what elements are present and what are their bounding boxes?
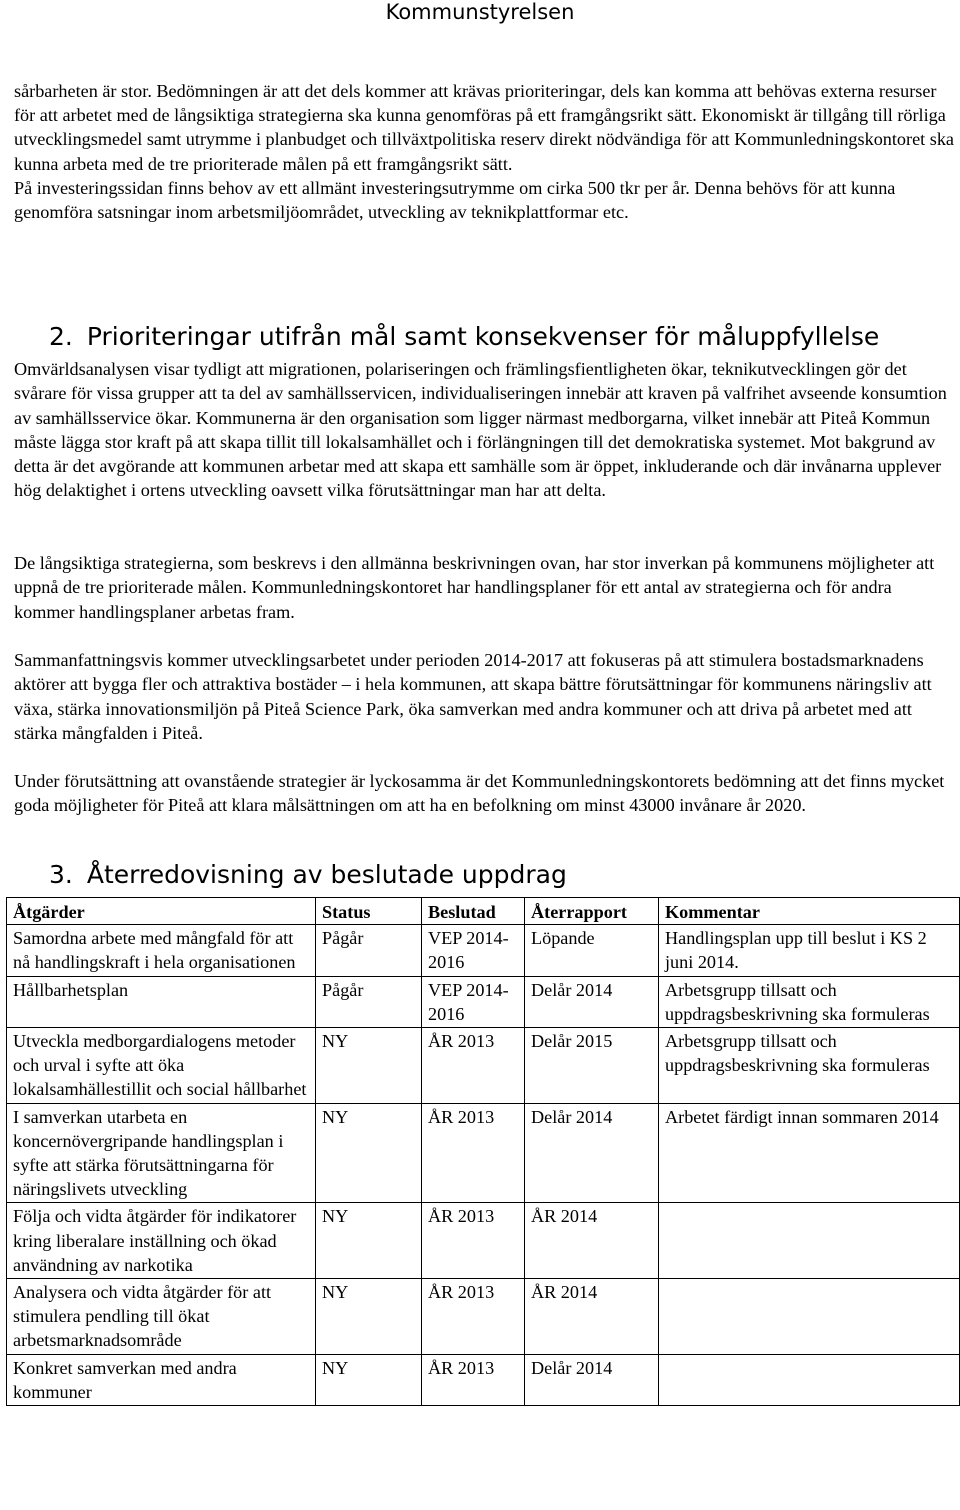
paragraph: Under förutsättning att ovanstående strategier är lyckosamma är det Kommunledningskontorets bedömning att det finns mycket goda möjligheter för Piteå att klara målsättningen om att ha en befolkning om minst 43000 invånare år 2020. [14, 771, 945, 816]
table-row [7, 1279, 960, 1355]
table-cell: ÅR 2013 [422, 1103, 525, 1203]
table-cell: Handlingsplan upp till beslut i KS 2 juni 2014. [659, 925, 960, 976]
column-header: Status [316, 898, 422, 925]
table-row [7, 1028, 960, 1104]
table-row [7, 1354, 960, 1405]
table-row [7, 1203, 960, 1279]
table-cell: Delår 2014 [525, 1354, 659, 1405]
table-cell: Hållbarhetsplan [7, 976, 316, 1027]
paragraph: Omvärldsanalysen visar tydligt att migrationen, polariseringen och främlingsfientligheten ökar, teknikutvecklingen gör det svårare för vissa grupper att ta del av samhällsservicen, individualiseringen innebär att kraven på valfrihet avseende konsumtion av samhällsservice ökar. Kommunerna är den organisation som ligger närmast medborgarna, vilket innebär att Piteå Kommun måste lägga stor kraft på att skapa tillit till lokalsamhället och i förlängningen till det demokratiska systemet. Mot bakgrund av detta är det avgörande att kommunen arbetar med att skapa ett samhälle som är öppet, inkluderande och där invånarna upplever hög delaktighet i ortens utveckling oavsett vilka förutsättningar man har att delta. [14, 359, 947, 501]
table-cell: NY [316, 1279, 422, 1355]
paragraph: De långsiktiga strategierna, som beskrevs i den allmänna beskrivningen ovan, har stor inverkan på kommunens möjligheter att uppnå de tre prioriterade målen. Kommunledningskontoret har handlingsplaner för ett antal av strategierna och för andra kommer handlingsplaner arbetas fram. [14, 553, 935, 622]
table-cell: Följa och vidta åtgärder för indikatorer kring liberalare inställning och ökad användning av narkotika [7, 1203, 316, 1279]
page-header: Kommunstyrelsen [385, 0, 575, 24]
table-cell: Löpande [525, 925, 659, 976]
table-cell: Analysera och vidta åtgärder för att stimulera pendling till ökat arbetsmarknadsområde [7, 1279, 316, 1355]
column-header: Kommentar [659, 898, 960, 925]
table-cell: VEP 2014-2016 [422, 925, 525, 976]
table-cell: Arbetsgrupp tillsatt och uppdragsbeskrivning ska formuleras [659, 976, 960, 1027]
table-cell [659, 1354, 960, 1405]
table-cell: ÅR 2014 [525, 1279, 659, 1355]
table-cell: NY [316, 1028, 422, 1104]
table-cell: Delår 2014 [525, 976, 659, 1027]
table-cell: NY [316, 1203, 422, 1279]
paragraph: sårbarheten är stor. Bedömningen är att det dels kommer att krävas prioriteringar, dels kan komma att behövas externa resurser för att arbetet med de långsiktiga strategierna ska kunna genomföras på ett framgångsrikt sätt. Ekonomiskt är tillgång till rörliga utvecklingsmedel samt utrymme i planbudget och tillväxtpolitiska reserv direkt nödvändiga för att Kommunledningskontoret ska kunna arbeta med de tre prioriterade målen på ett framgångsrikt sätt. [14, 81, 954, 174]
table-cell [659, 1203, 960, 1279]
paragraph: På investeringssidan finns behov av ett allmänt investeringsutrymme om cirka 500 tkr per år. Denna behövs för att kunna genomföra satsningar inom arbetsmiljöområdet, utveckling av teknikplattformar etc. [14, 177, 896, 223]
column-header: Återrapport [525, 898, 659, 925]
table-cell: Delår 2015 [525, 1028, 659, 1104]
actions-table [6, 897, 960, 1406]
table-cell: Utveckla medborgardialogens metoder och urval i syfte att öka lokalsamhällestillit och social hållbarhet [7, 1028, 316, 1104]
table-cell: NY [316, 1354, 422, 1405]
section-1-text [14, 79, 954, 224]
table-cell: NY [316, 1103, 422, 1203]
table-row [7, 925, 960, 976]
section-title: Prioriteringar utifrån mål samt konsekvenser för måluppfyllelse [86, 322, 880, 351]
table-row [7, 1103, 960, 1203]
table-cell: ÅR 2013 [422, 1279, 525, 1355]
paragraph: Sammanfattningsvis kommer utvecklingsarbetet under perioden 2014-2017 att fokuseras på att stimulera bostadsmarknadens aktörer att bygga fler och attraktiva bostäder – i hela kommunen, att skapa bättre förutsättningar för kommunens näringsliv att växa, stärka innovationsmiljön på Piteå Science Park, öka samverkan med andra kommuner och att driva på arbetet med att stärka mångfalden i Piteå. [14, 650, 932, 743]
table-cell: Samordna arbete med mångfald för att nå handlingskraft i hela organisationen [7, 925, 316, 976]
table-cell: ÅR 2014 [525, 1203, 659, 1279]
table-cell: Delår 2014 [525, 1103, 659, 1203]
table-cell: Pågår [316, 925, 422, 976]
section-3-heading [49, 860, 567, 889]
section-title: Återredovisning av beslutade uppdrag [86, 860, 567, 889]
section-number: 3. [49, 860, 73, 889]
column-header: Åtgärder [7, 898, 316, 925]
table-cell: ÅR 2013 [422, 1203, 525, 1279]
table-cell [659, 1279, 960, 1355]
section-2-heading [49, 322, 879, 351]
table-cell: Arbetsgrupp tillsatt och uppdragsbeskrivning ska formuleras [659, 1028, 960, 1104]
table-cell: Arbetet färdigt innan sommaren 2014 [659, 1103, 960, 1203]
table-cell: ÅR 2013 [422, 1354, 525, 1405]
table-cell: ÅR 2013 [422, 1028, 525, 1104]
section-number: 2. [49, 322, 73, 351]
table-row [7, 976, 960, 1027]
table-cell: Konkret samverkan med andra kommuner [7, 1354, 316, 1405]
table-cell: VEP 2014-2016 [422, 976, 525, 1027]
table-header-row [7, 898, 960, 925]
table-cell: Pågår [316, 976, 422, 1027]
column-header: Beslutad [422, 898, 525, 925]
table-cell: I samverkan utarbeta en koncernövergripande handlingsplan i syfte att stärka förutsättningarna för näringslivets utveckling [7, 1103, 316, 1203]
